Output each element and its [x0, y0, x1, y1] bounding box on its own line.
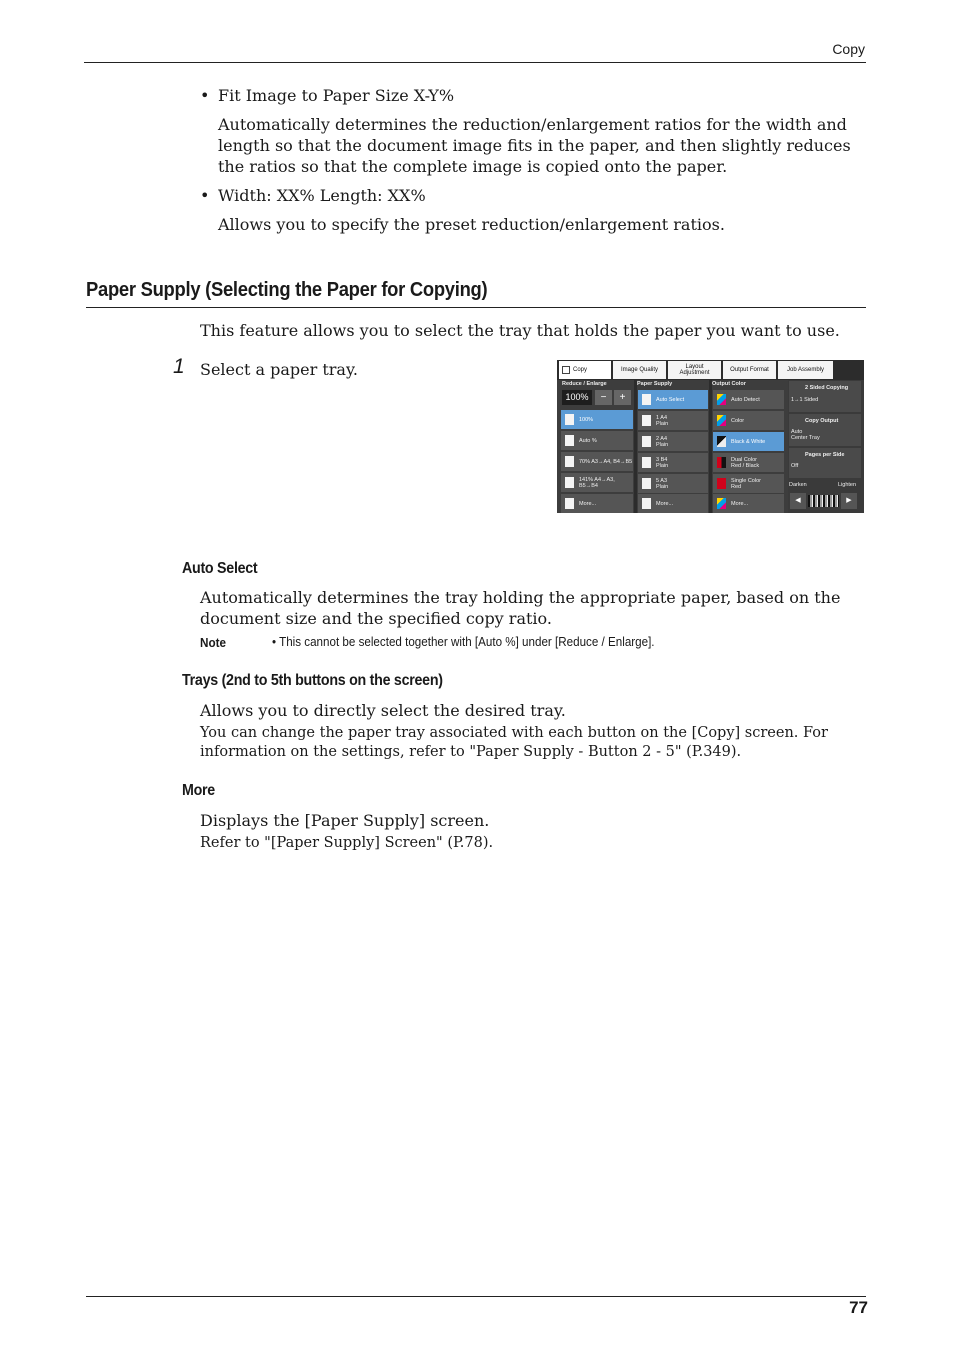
button-label: 2 A4: [656, 435, 668, 442]
button-label: Dual Color: [731, 456, 757, 463]
bullet-title: Fit Image to Paper Size X-Y%: [218, 86, 455, 105]
dual-color-icon: [717, 457, 726, 468]
document-icon: [565, 498, 574, 509]
tab-image-quality[interactable]: Image Quality: [613, 361, 666, 379]
tab-layout-adjustment[interactable]: Layout Adjustment: [668, 361, 721, 379]
button-label: More...: [731, 500, 749, 507]
lighten-label: Lighten: [838, 482, 857, 488]
button-label: Single Color: [731, 477, 761, 484]
paper-icon: [642, 415, 651, 426]
running-header: Copy: [832, 41, 865, 57]
note-text: • This cannot be selected together with [Auto %] under [Reduce / Enlarge].: [272, 635, 655, 649]
column-divider: [634, 380, 637, 513]
button-label: More...: [656, 500, 674, 507]
tab-copy[interactable]: [559, 361, 611, 379]
button-label: More...: [579, 500, 597, 507]
paper-tray-1-button[interactable]: [638, 411, 708, 430]
tab-output-format[interactable]: Output Format: [723, 361, 776, 379]
bullet-description: Automatically determines the reduction/enlargement ratios for the width and length so that the document image fits in the paper, and then slightly reduces the ratios so that the complete image is copied onto the paper.: [218, 115, 851, 176]
increase-ratio-button[interactable]: +: [614, 390, 631, 405]
paper-icon: [642, 436, 651, 447]
paper-icon: [642, 394, 651, 405]
list-icon: [642, 498, 651, 509]
paper-tray-5-button[interactable]: [638, 474, 708, 493]
color-single-button[interactable]: [713, 474, 784, 493]
auto-percent-button[interactable]: [561, 431, 633, 450]
more-description: Displays the [Paper Supply] screen.: [200, 811, 490, 830]
two-sided-title: 2 Sided Copying: [805, 385, 849, 391]
copy-output-title: Copy Output: [805, 418, 839, 424]
button-label: Auto Select: [656, 396, 685, 403]
bullet-item: [200, 185, 866, 206]
ratio-70-button[interactable]: [561, 452, 633, 471]
copy-output-button[interactable]: [789, 414, 861, 446]
bullet-title: Width: XX% Length: XX%: [218, 186, 426, 205]
ratio-141-button[interactable]: [561, 473, 633, 492]
paper-tray-3-button[interactable]: [638, 453, 708, 472]
more-subtext: Refer to "[Paper Supply] Screen" (P.78).: [200, 835, 494, 851]
decrease-ratio-button[interactable]: −: [595, 390, 612, 405]
reduce-enlarge-label: Reduce / Enlarge: [562, 381, 607, 387]
document-icon: [565, 477, 574, 488]
footer-rule: [86, 1296, 866, 1297]
button-label: 3 B4: [656, 456, 668, 463]
section-rule: [86, 307, 866, 308]
right-arrow-button[interactable]: ▶: [841, 493, 857, 509]
trays-description: Allows you to directly select the desired tray.: [200, 701, 566, 720]
column-divider: [709, 380, 712, 513]
color-black-white-button[interactable]: [713, 432, 784, 451]
step-text: Select a paper tray.: [200, 360, 358, 379]
note-label: Note: [200, 635, 227, 650]
color-more-button[interactable]: [713, 494, 784, 513]
copy-output-value: Center Tray: [791, 435, 820, 441]
black-white-icon: [717, 436, 726, 447]
more-heading: More: [182, 782, 215, 799]
button-label: Color: [731, 417, 745, 424]
color-dual-button[interactable]: [713, 453, 784, 472]
document-icon: [565, 414, 574, 425]
pages-per-side-value: Off: [791, 463, 799, 469]
button-label: Black & White: [731, 438, 766, 445]
single-color-icon: [717, 478, 726, 489]
color-icon: [717, 498, 726, 509]
trays-heading: Trays (2nd to 5th buttons on the screen): [182, 672, 443, 689]
pages-per-side-button[interactable]: [789, 448, 861, 478]
button-sublabel: Plain: [656, 483, 669, 490]
paper-tray-2-button[interactable]: [638, 432, 708, 451]
button-label: 70% A3→A4, B4→B5: [579, 458, 633, 465]
two-sided-copying-button[interactable]: [789, 381, 861, 412]
paper-more-button[interactable]: [638, 494, 708, 513]
darken-label: Darken: [789, 482, 807, 488]
color-icon: [717, 394, 726, 405]
bullet-dot: •: [200, 186, 210, 205]
section-heading: Paper Supply (Selecting the Paper for Copying): [86, 279, 488, 301]
copy-icon: [562, 366, 570, 374]
copy-output-value: Auto: [791, 429, 803, 435]
bullet-dot: •: [200, 86, 210, 105]
button-label: Auto %: [579, 437, 597, 444]
output-color-label: Output Color: [712, 381, 746, 387]
section-intro: This feature allows you to select the tray that holds the paper you want to use.: [200, 321, 840, 340]
reduce-more-button[interactable]: [561, 494, 633, 513]
tab-job-assembly[interactable]: Job Assembly: [778, 361, 833, 379]
button-sublabel: Red: [731, 483, 742, 490]
pages-per-side-title: Pages per Side: [805, 452, 845, 458]
color-icon: [717, 415, 726, 426]
button-label: 100%: [579, 416, 594, 423]
button-label: 1 A4: [656, 414, 668, 421]
page-number: 77: [849, 1298, 868, 1317]
paper-icon: [642, 457, 651, 468]
button-sublabel: Red / Black: [731, 462, 760, 469]
button-label: 141% A4→A3, B5→B4: [579, 476, 615, 489]
auto-select-description: Automatically determines the tray holding the appropriate paper, based on the document size and the specified copy ratio.: [200, 588, 841, 628]
button-sublabel: Plain: [656, 462, 669, 469]
color-full-button[interactable]: [713, 411, 784, 430]
button-label: 5 A3: [656, 477, 668, 484]
ratio-100-button[interactable]: [561, 410, 633, 429]
darken-arrow-button[interactable]: ◀: [790, 493, 806, 509]
step-number: 1: [173, 355, 185, 378]
button-label: Auto Detect: [731, 396, 760, 403]
tab-label: Copy: [573, 367, 588, 373]
paper-auto-select-button[interactable]: [638, 390, 708, 409]
ratio-value[interactable]: 100%: [562, 390, 592, 405]
auto-select-heading: Auto Select: [182, 560, 258, 577]
bullet-item: [200, 85, 866, 106]
two-sided-value: 1→1 Sided: [791, 397, 819, 403]
density-slider[interactable]: [808, 495, 839, 507]
paper-supply-label: Paper Supply: [637, 381, 673, 387]
button-sublabel: Plain: [656, 420, 669, 427]
button-sublabel: Plain: [656, 441, 669, 448]
trays-subtext: You can change the paper tray associated with each button on the [Copy] screen. For information on the settings, refer to "Paper Supply - Button 2 - 5" (P.349).: [200, 725, 828, 760]
document-icon: [565, 456, 574, 467]
header-rule: [84, 62, 866, 63]
document-icon: [565, 435, 574, 446]
paper-icon: [642, 478, 651, 489]
color-auto-detect-button[interactable]: [713, 390, 784, 409]
copy-screen-screenshot: [557, 360, 864, 513]
bullet-description: Allows you to specify the preset reduction/enlargement ratios.: [218, 215, 725, 234]
